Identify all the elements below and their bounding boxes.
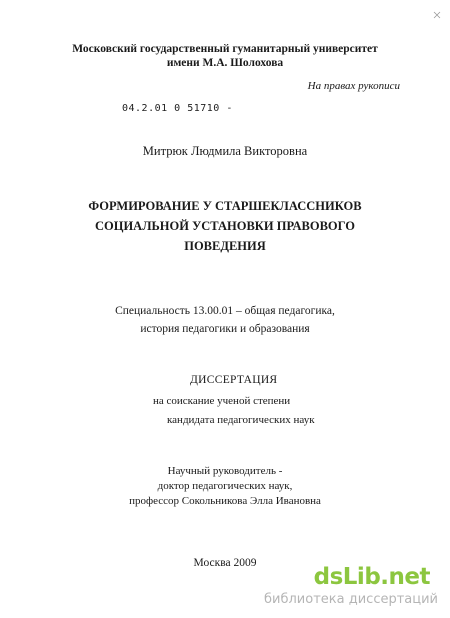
watermark[interactable] [244, 562, 444, 612]
title-line-1: ФОРМИРОВАНИЕ У СТАРШЕКЛАССНИКОВ [88, 199, 362, 213]
corner-mark-icon [432, 10, 442, 20]
supervisor-line-1: Научный руководитель - [167, 465, 283, 477]
specialty [0, 302, 450, 338]
city-year: Москва 2009 [193, 557, 257, 569]
degree-line-1: на соискание ученой степени [153, 395, 291, 407]
university-name [70, 42, 380, 70]
dissertation-heading: ДИССЕРТАЦИЯ [190, 374, 278, 386]
author-name: Митрюк Людмила Викторовна [142, 144, 308, 158]
dissertation-degree [153, 392, 315, 430]
specialty-line-1: Специальность 13.00.01 – общая педагогика, [115, 305, 335, 317]
watermark-subtitle: библиотека диссертаций [264, 592, 438, 607]
stamp-number: 04.2.01 0 51710 - [122, 103, 233, 114]
supervisor-line-3: профессор Сокольникова Элла Ивановна [129, 495, 321, 507]
supervisor-line-2: доктор педагогических наук, [157, 480, 293, 492]
title-line-2: СОЦИАЛЬНОЙ УСТАНОВКИ ПРАВОВОГО [94, 219, 355, 233]
title-line-3: ПОВЕДЕНИЯ [184, 239, 266, 253]
specialty-line-2: история педагогики и образования [140, 323, 310, 335]
degree-line-2: кандидата педагогических наук [167, 414, 315, 426]
rights-note: На правах рукописи [307, 80, 400, 92]
university-line-2: имени М.А. Шолохова [166, 57, 284, 69]
dissertation-title [60, 196, 390, 256]
watermark-logo[interactable]: dsLib.net [313, 564, 430, 590]
supervisor-block [0, 464, 450, 509]
university-line-1: Московский государственный гуманитарный университет [72, 43, 378, 55]
